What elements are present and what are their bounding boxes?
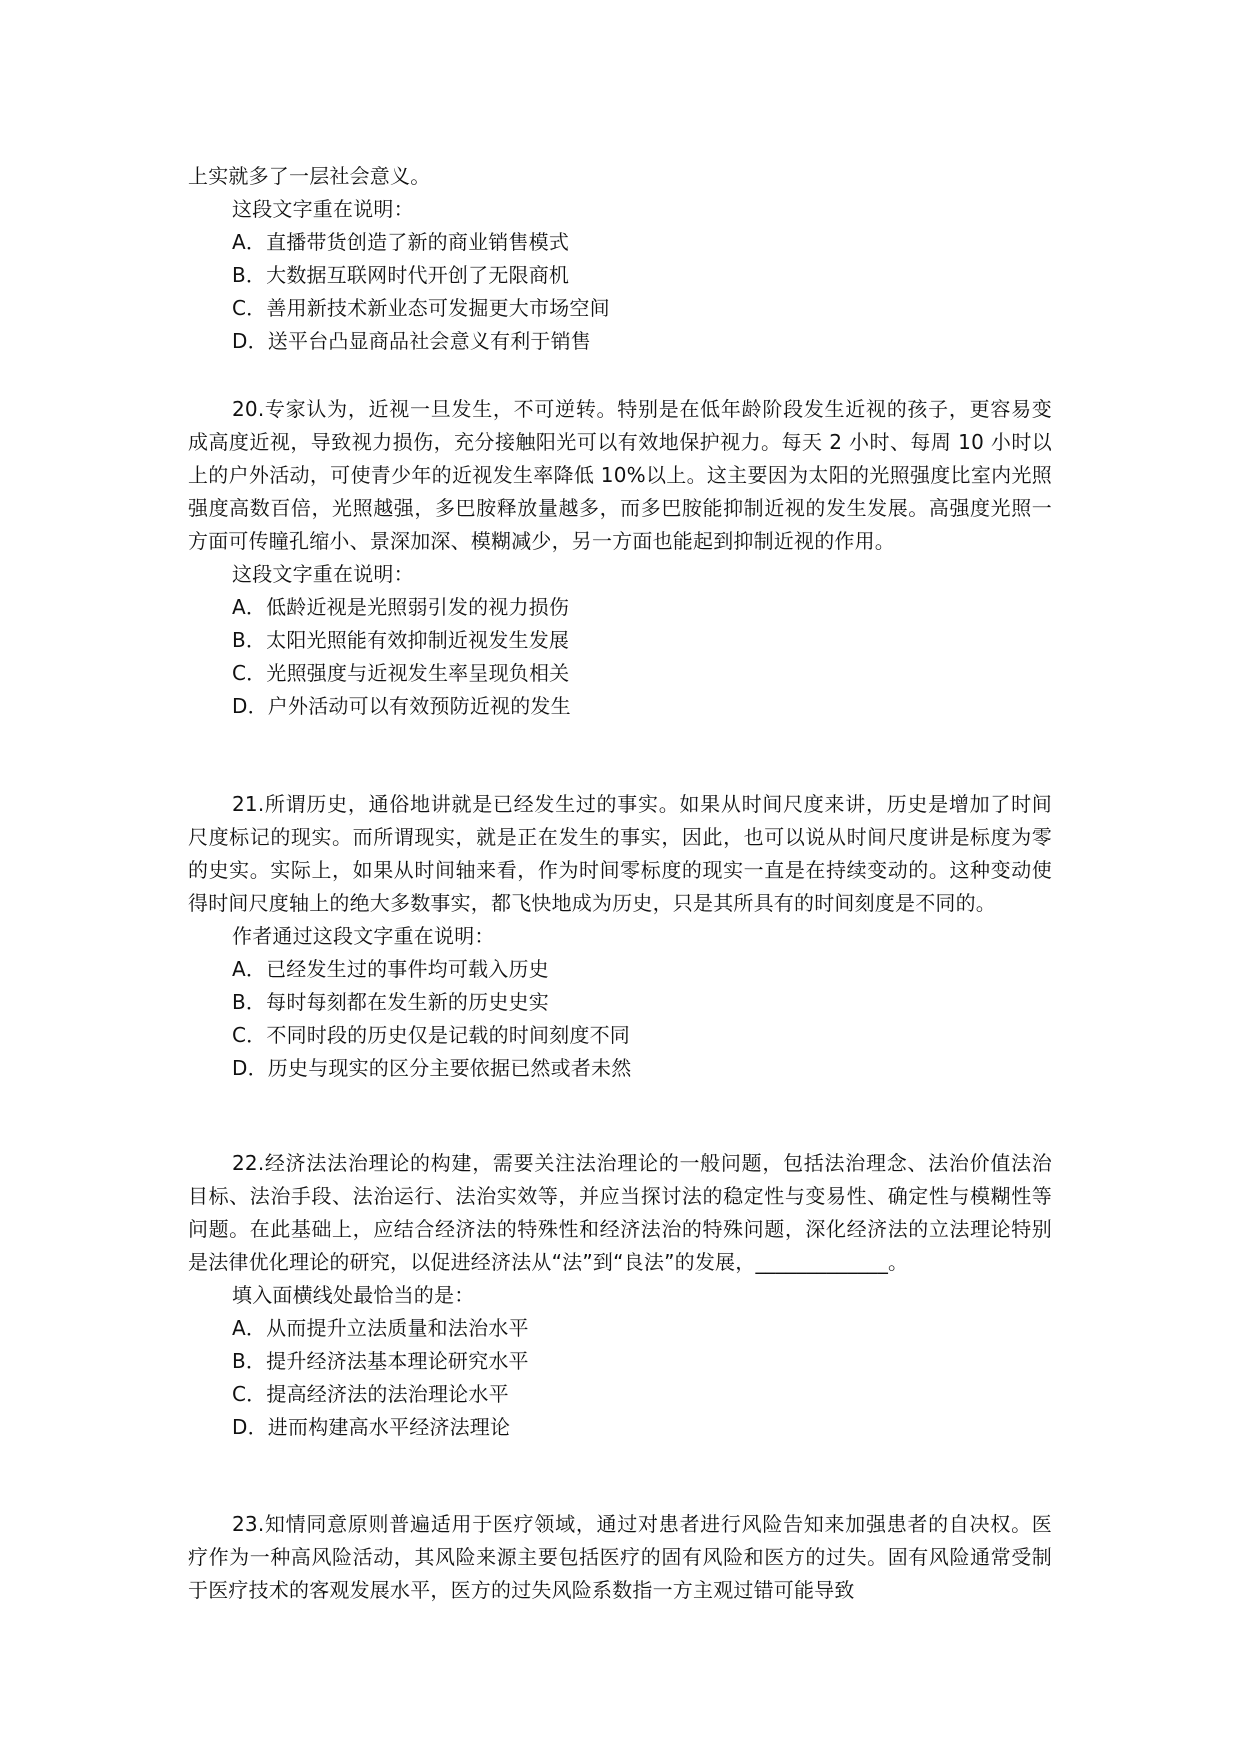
q22-option-d: D．进而构建高水平经济法理论	[232, 1415, 511, 1439]
q21-option-d: D．历史与现实的区分主要依据已然或者未然	[232, 1056, 632, 1080]
q19-prompt: 这段文字重在说明：	[232, 197, 414, 221]
q20-passage: 20.专家认为，近视一旦发生，不可逆转。特别是在低年龄阶段发生近视的孩子，更容易变成高度近视，导致视力损伤，充分接触阳光可以有效地保护视力。每天 2 小时、每周 10 小时以上的户外活动，可使青少年的近视发生率降低 10%以上。这主要因为太阳的光照强度比室内光照强度高数百倍，光照越强，多巴胺释放量越多，而多巴胺能抑制近视的发生发展。高强度光照一方面可传瞳孔缩小、景深加深、模糊减少，另一方面也能起到抑制近视的作用。	[188, 397, 1052, 553]
q21-option-a: A．已经发生过的事件均可载入历史	[232, 957, 549, 981]
q20-prompt: 这段文字重在说明：	[232, 562, 414, 586]
question-21	[188, 788, 1052, 1085]
q19-continuation: 上实就多了一层社会意义。	[188, 164, 431, 188]
question-22	[188, 1147, 1052, 1444]
q19-option-d: D．送平台凸显商品社会意义有利于销售	[232, 329, 592, 353]
q20-option-d: D．户外活动可以有效预防近视的发生	[232, 694, 571, 718]
q22-prompt: 填入面横线处最恰当的是：	[232, 1283, 475, 1307]
q21-prompt: 作者通过这段文字重在说明：	[232, 924, 495, 948]
q19-option-b: B．大数据互联网时代开创了无限商机	[232, 263, 570, 287]
q19-option-c: C．善用新技术新业态可发掘更大市场空间	[232, 296, 610, 320]
question-19	[188, 160, 1052, 358]
q21-option-c: C．不同时段的历史仅是记载的时间刻度不同	[232, 1023, 630, 1047]
q22-option-c: C．提高经济法的法治理论水平	[232, 1382, 509, 1406]
q20-option-c: C．光照强度与近视发生率呈现负相关	[232, 661, 570, 685]
q21-option-b: B．每时每刻都在发生新的历史史实	[232, 990, 549, 1014]
q20-option-a: A．低龄近视是光照弱引发的视力损伤	[232, 595, 570, 619]
q21-passage: 21.所谓历史，通俗地讲就是已经发生过的事实。如果从时间尺度来讲，历史是增加了时间尺度标记的现实。而所谓现实，就是正在发生的事实，因此，也可以说从时间尺度讲是标度为零的史实。实际上，如果从时间轴来看，作为时间零标度的现实一直是在持续变动的。这种变动使得时间尺度轴上的绝大多数事实，都飞快地成为历史，只是其所具有的时间刻度是不同的。	[188, 792, 1052, 915]
question-23	[188, 1508, 1052, 1607]
q22-option-b: B．提升经济法基本理论研究水平	[232, 1349, 529, 1373]
q23-passage: 23.知情同意原则普遍适用于医疗领域，通过对患者进行风险告知来加强患者的自决权。医疗作为一种高风险活动，其风险来源主要包括医疗的固有风险和医方的过失。固有风险通常受制于医疗技术的客观发展水平，医方的过失风险系数指一方主观过错可能导致	[188, 1512, 1052, 1602]
question-20	[188, 393, 1052, 723]
q22-option-a: A．从而提升立法质量和法治水平	[232, 1316, 529, 1340]
q20-option-b: B．太阳光照能有效抑制近视发生发展	[232, 628, 570, 652]
q19-option-a: A．直播带货创造了新的商业销售模式	[232, 230, 570, 254]
q22-passage: 22.经济法法治理论的构建，需要关注法治理论的一般问题，包括法治理念、法治价值法治目标、法治手段、法治运行、法治实效等，并应当探讨法的稳定性与变易性、确定性与模糊性等问题。在此基础上，应结合经济法的特殊性和经济法治的特殊问题，深化经济法的立法理论特别是法律优化理论的研究，以促进经济法从“法”到“良法”的发展，_____________。	[188, 1151, 1052, 1274]
